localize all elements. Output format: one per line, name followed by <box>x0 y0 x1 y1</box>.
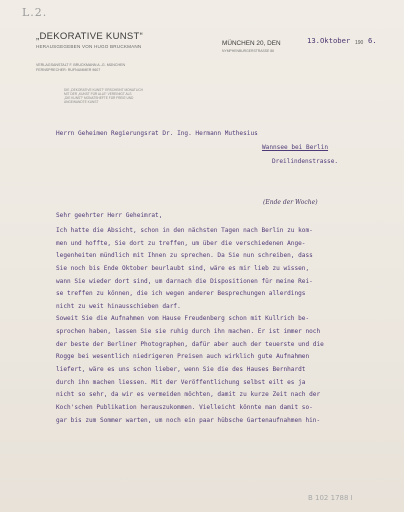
body-line: liefert, wäre es uns schon lieber, wenn Sie die des Hauses Bernhardt <box>56 366 306 374</box>
body-line: se treffen zu können, die ich wegen anderer Besprechungen allerdings <box>56 290 306 298</box>
letter-body <box>56 225 391 427</box>
pencil-archive-mark: L.2. <box>22 6 48 19</box>
dateline-year: 6. <box>368 36 377 45</box>
letterhead-fine-print-line: DIE „DEKORATIVE KUNST“ ERSCHEINT MONATLICH <box>64 88 143 92</box>
body-line: gar bis zum Sommer warten, um noch ein paar hübsche Gartenaufnahmen hin- <box>56 416 321 424</box>
body-line: Koch'schen Publikation herauszukommen. Vielleicht könnte man damit so- <box>56 403 313 411</box>
dateline-year-prefix: 190 <box>355 40 364 46</box>
dateline-city: MÜNCHEN 20, DEN <box>222 40 281 47</box>
body-line: Sie noch bis Ende Oktober beurlaubt sind, wäre es mir lieb zu wissen, <box>56 264 310 272</box>
body-line: wann Sie wieder dort sind, um darnach die Dispositionen für meine Rei- <box>56 277 313 285</box>
body-line: durch ihn machen liessen. Mit der Veröffentlichung selbst eilt es ja <box>56 378 306 386</box>
letterhead-fine-print-line: ANGEWANDTE KUNST <box>64 100 99 104</box>
letterhead-phone: FERNSPRECHER: RUFNUMMER 9607 <box>36 68 101 72</box>
letterhead-subtitle: HERAUSGEGEBEN VON HUGO BRUCKMANN <box>36 44 142 49</box>
handwritten-note: (Ende der Woche) <box>263 199 318 206</box>
body-line: Soweit Sie die Aufnahmen vom Hause Freudenberg schon mit Kullrich be- <box>56 315 310 323</box>
body-line: Ich hatte die Absicht, schon in den nächsten Tagen nach Berlin zu kom- <box>56 227 313 234</box>
body-line: sprochen haben, lassen Sie sie ruhig durch ihn machen. Er ist immer noch <box>56 328 321 336</box>
letterhead-title: „DEKORATIVE KUNST“ <box>36 31 144 42</box>
dateline-date: 13.Oktober <box>307 36 351 45</box>
letterhead-fine-print-line: MIT DER „KUNST FÜR ALLE“ VEREINIGT ALS <box>64 92 132 96</box>
body-line: der beste der Berliner Photographen, dafür aber auch der teuerste und die <box>56 340 324 348</box>
recipient-name: Herrn Geheimen Regierungsrat Dr. Ing. Hermann Muthesius <box>56 130 258 137</box>
salutation: Sehr geehrter Herr Geheimrat, <box>56 212 163 219</box>
body-line: legenheiten mündlich mit Ihnen zu sprechen. Da Sie nun schreiben, dass <box>56 252 313 260</box>
letterhead-fine-print-line: „DIE KUNST“ MONATSHEFTE FÜR FREIE UND <box>64 96 134 100</box>
body-line: men und hoffte, Sie dort zu treffen, um über die verschiedenen Ange- <box>56 239 306 247</box>
recipient-street: Dreilindenstrasse. <box>272 158 339 165</box>
dateline-street: NYMPHENBURGERSTRASSE 86 <box>222 49 275 53</box>
archive-reference-stamp: B 102 1788 I <box>308 494 353 502</box>
body-line: nicht zu weit hinausschieben darf. <box>56 302 181 310</box>
recipient-place: Wannsee bei Berlin <box>262 144 329 151</box>
body-line: Rogge bei wesentlich niedrigeren Preisen auch wirklich gute Aufnahmen <box>56 353 310 361</box>
body-line: nicht so sehr, da wir es vermeiden möchten, damit zu kurze Zeit nach der <box>56 391 321 399</box>
letterhead-publisher: VERLAGSANSTALT F. BRUCKMANN A.-G. MÜNCHEN <box>36 63 126 67</box>
